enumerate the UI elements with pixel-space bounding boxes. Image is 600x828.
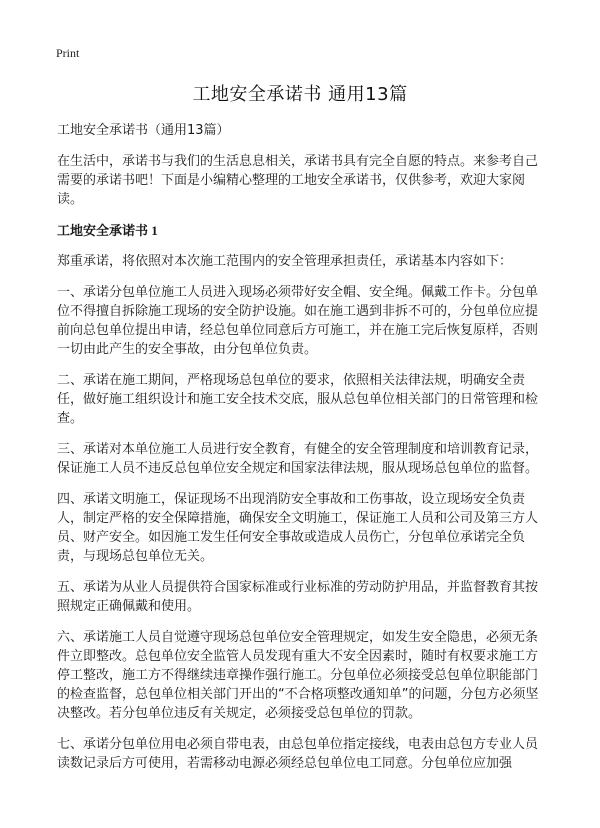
paragraph-item-7: 七、承诺分包单位用电必须自带电表，由总包单位指定接线，电表由总包方专业人员读数记录后方可使用，若需移动电源必须经总包单位电工同意。分包单位应加强 xyxy=(57,737,539,771)
paragraph-item-3: 三、承诺对本单位施工人员进行安全教育，有健全的安全管理制度和培训教育记录，保证施工人员不违反总包单位安全规定和国家法律法规，服从现场总包单位的监督。 xyxy=(57,442,539,476)
paragraph-item-5: 五、承诺为从业人员提供符合国家标准或行业标准的劳动防护用品，并监督教育其按照规定正确佩戴和使用。 xyxy=(57,580,539,614)
paragraph-item-1: 一、承诺分包单位施工人员进入现场必须带好安全帽、安全绳。佩戴工作卡。分包单位不得擅自拆除施工现场的安全防护设施。如在施工遇到非拆不可的，分包单位应提前向总包单位提出申请，经总包单位同意后方可施工，并在施工完后恢复原样，否则一切由此产生的安全事故，由分包单位负责。 xyxy=(57,285,539,357)
paragraph-item-2: 二、承诺在施工期间，严格现场总包单位的要求，依照相关法律法规，明确安全责任，做好施工组织设计和施工安全技术交底，服从总包单位相关部门的日常管理和检查。 xyxy=(57,373,539,426)
document-subtitle: 工地安全承诺书（通用13篇） xyxy=(57,123,230,138)
document-title: 工地安全承诺书 通用13篇 xyxy=(192,84,408,105)
paragraph-item-4: 四、承诺文明施工，保证现场不出现消防安全事故和工伤事故，设立现场安全负责人，制定严格的安全保障措施，确保安全文明施工，保证施工人员和公司及第三方人员、财产安全。如因施工发生任何安全事故或造成人员伤亡，分包单位承诺完全负责，与现场总包单位无关。 xyxy=(57,492,539,564)
section-heading: 工地安全承诺书 1 xyxy=(57,223,158,238)
document-body xyxy=(57,121,545,785)
intro-paragraph: 在生活中，承诺书与我们的生活息息相关，承诺书具有完全自愿的特点。来参考自己需要的承诺书吧！下面是小编精心整理的工地安全承诺书，仅供参考，欢迎大家阅读。 xyxy=(57,154,539,207)
print-link[interactable]: Print xyxy=(56,46,80,60)
paragraph-opening: 郑重承诺，将依照对本次施工范围内的安全管理承担责任，承诺基本内容如下： xyxy=(57,254,513,269)
paragraph-item-6: 六、承诺施工人员自觉遵守现场总包单位安全管理规定，如发生安全隐患，必须无条件立即整改。总包单位安全监管人员发现有重大不安全因素时，随时有权要求施工方停工整改，施工方不得继续违章操作强行施工。分包单位必须接受总包单位职能部门的检查监督，总包单位相关部门开出的“不合格项整改通知单”的问题，分包方必须坚决整改。若分包单位违反有关规定，必须接受总包单位的罚款。 xyxy=(57,630,539,721)
